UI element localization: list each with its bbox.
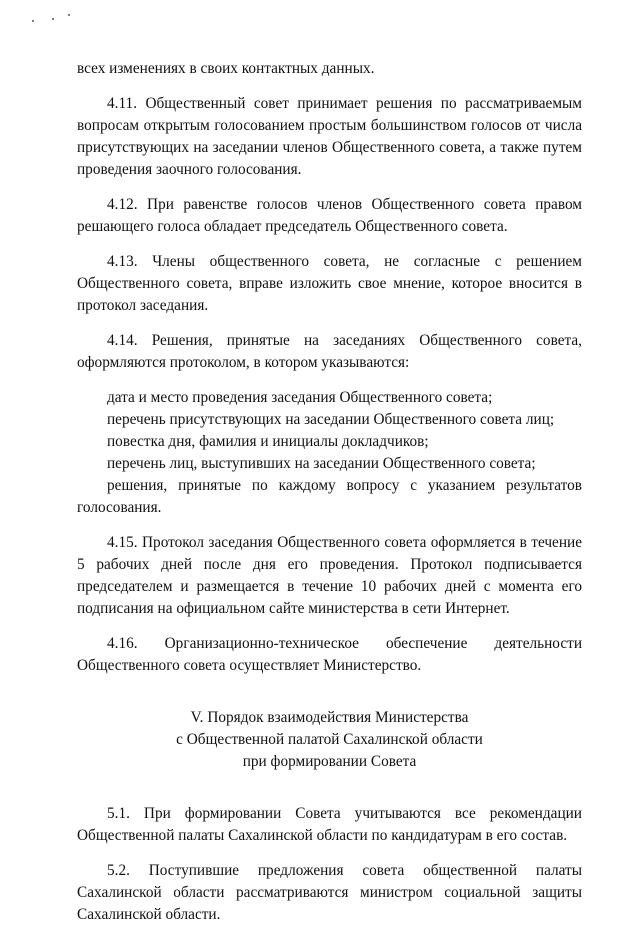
list-item: дата и место проведения заседания Общественного совета; [107, 389, 493, 406]
text-line: 4.14. Решения, принятые на заседаниях Общественного совета, [107, 332, 582, 349]
scan-speck [32, 20, 34, 22]
heading-line: V. Порядок взаимодействия Министерства [190, 709, 469, 726]
list-item: повестка дня, фамилия и инициалы докладчиков; [107, 433, 429, 450]
text-line: 4.15. Протокол заседания Общественного совета оформляется в течение [107, 534, 582, 551]
text-line: 4.12. При равенстве голосов членов Общественного совета правом [107, 196, 582, 213]
text-line: Общественного совета, вправе изложить свое мнение, которое вносится в [77, 275, 582, 292]
heading-line: при формировании Совета [242, 753, 417, 770]
text-line: подписания на официальном сайте министерства в сети Интернет. [77, 600, 510, 617]
text-line: Сахалинской области. [77, 906, 221, 923]
heading-line: с Общественной палатой Сахалинской области [176, 731, 483, 748]
document-body [77, 58, 582, 926]
paragraph-5-1 [77, 803, 582, 847]
list-item: голосования. [77, 499, 162, 516]
paragraph-5-2 [77, 860, 582, 926]
text-line: присутствующих на заседании членов Общественного совета, а также путем [77, 139, 582, 156]
text-line: решающего голоса обладает председатель Общественного совета. [77, 218, 508, 235]
text-line: председателем и размещается в течение 10 рабочих дней с момента его [77, 578, 582, 595]
paragraph-4-15 [77, 532, 582, 620]
paragraph-4-12 [77, 194, 582, 238]
paragraph-continuation [77, 58, 582, 80]
list-item: перечень присутствующих на заседании Общественного совета лиц; [107, 411, 555, 428]
text-line: оформляются протоколом, в котором указываются: [77, 354, 410, 371]
text-line: 4.11. Общественный совет принимает решения по рассматриваемым [107, 95, 582, 112]
scan-speck [52, 18, 54, 20]
text-line: всех изменениях в своих контактных данных. [77, 60, 375, 77]
text-line: проведения заочного голосования. [77, 161, 302, 178]
paragraph-4-14 [77, 330, 582, 374]
list-item: перечень лиц, выступивших на заседании Общественного совета; [107, 455, 536, 472]
text-line: протокол заседания. [77, 297, 209, 314]
text-line: 5.2. Поступившие предложения совета общественной палаты [107, 862, 582, 879]
scan-specks [30, 12, 90, 24]
paragraph-4-13 [77, 251, 582, 317]
text-line: 4.16. Организационно-техническое обеспечение деятельности [107, 635, 582, 652]
section-v-heading [77, 707, 582, 773]
list-item: решения, принятые по каждому вопросу с указанием результатов [107, 477, 582, 494]
text-line: Общественного совета осуществляет Министерство. [77, 657, 422, 674]
protocol-items-list [77, 387, 582, 519]
text-line: Сахалинской области рассматриваются министром социальной защиты [77, 884, 582, 901]
paragraph-4-16 [77, 633, 582, 677]
text-line: Общественной палаты Сахалинской области по кандидатурам в его состав. [77, 827, 568, 844]
text-line: 5 рабочих дней после дня его проведения. Протокол подписывается [77, 556, 582, 573]
text-line: вопросам открытым голосованием простым большинством голосов от числа [77, 117, 582, 134]
paragraph-4-11 [77, 93, 582, 181]
scan-speck [68, 14, 70, 16]
text-line: 4.13. Члены общественного совета, не согласные с решением [107, 253, 582, 270]
text-line: 5.1. При формировании Совета учитываются все рекомендации [107, 805, 582, 822]
